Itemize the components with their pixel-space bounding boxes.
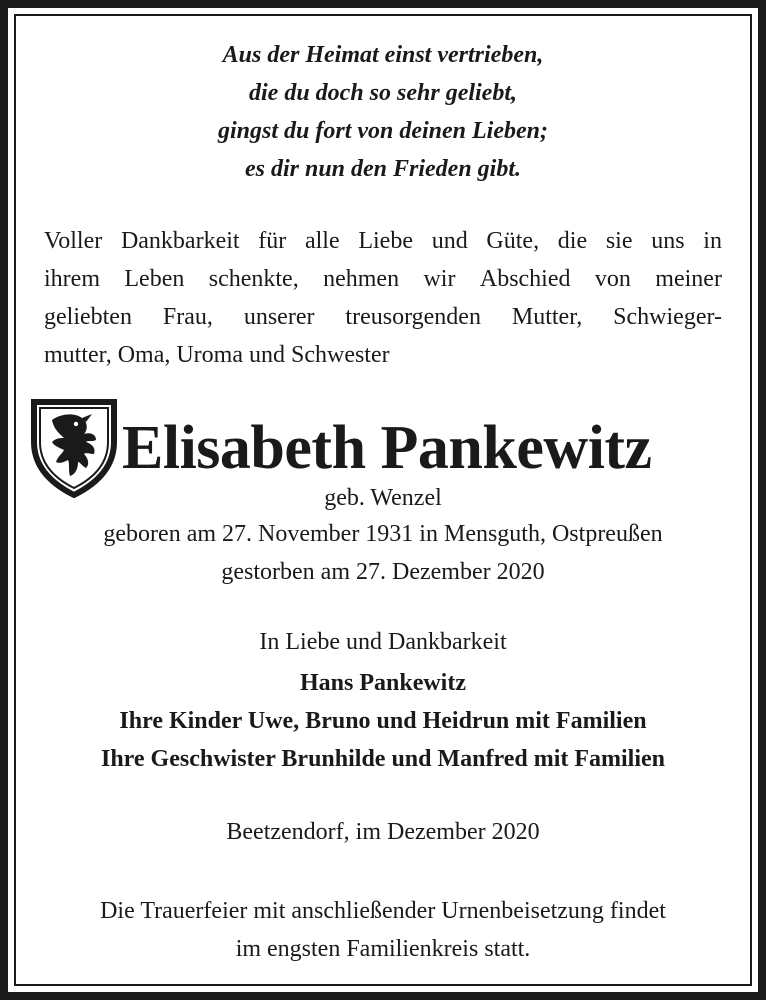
word: von xyxy=(594,266,631,292)
word: sie xyxy=(605,228,633,254)
word: Mutter, xyxy=(511,304,583,330)
word: Güte, xyxy=(486,228,540,254)
word: wir xyxy=(423,266,456,292)
birth-date-place: geboren am 27. November 1931 in Mensguth, Ostpreußen xyxy=(103,521,663,547)
word: uns xyxy=(651,228,685,254)
closing-phrase: In Liebe und Dankbarkeit xyxy=(259,629,507,655)
mourner-line: Ihre Geschwister Brunhilde und Manfred mit Familien xyxy=(100,746,666,772)
poem-line: Aus der Heimat einst vertrieben, xyxy=(222,42,544,68)
word: für xyxy=(258,228,287,254)
mourner-line: Hans Pankewitz xyxy=(299,670,466,696)
funeral-note-line: Die Trauerfeier mit anschließender Urnenbeisetzung findet xyxy=(100,898,666,924)
word: nehmen xyxy=(323,266,400,292)
word: alle xyxy=(304,228,340,254)
place-and-date: Beetzendorf, im Dezember 2020 xyxy=(226,819,540,845)
word: und xyxy=(431,228,468,254)
farewell-line xyxy=(44,260,722,298)
word: geliebten xyxy=(44,304,132,330)
word: Dankbarkeit xyxy=(120,228,240,254)
farewell-text xyxy=(44,222,722,374)
word: Voller xyxy=(44,228,103,254)
word: treusorgenden xyxy=(345,304,481,330)
word: in xyxy=(703,228,722,254)
word: Liebe xyxy=(358,228,413,254)
deceased-name: Elisabeth Pankewitz xyxy=(122,414,652,482)
funeral-note xyxy=(0,892,766,968)
poem-line: es dir nun den Frieden gibt. xyxy=(244,156,522,182)
farewell-line: mutter, Oma, Uroma und Schwester xyxy=(44,342,390,368)
mourners-list xyxy=(0,664,766,778)
word: Schwieger- xyxy=(613,304,722,330)
word: Frau, xyxy=(162,304,213,330)
word: ihrem xyxy=(44,266,100,292)
farewell-line xyxy=(44,222,722,260)
birth-name: geb. Wenzel xyxy=(324,485,442,511)
poem-line: die du doch so sehr geliebt, xyxy=(249,80,517,106)
memorial-poem xyxy=(0,36,766,188)
poem-line: gingst du fort von deinen Lieben; xyxy=(217,118,548,144)
death-date: gestorben am 27. Dezember 2020 xyxy=(221,559,545,585)
word: schenkte, xyxy=(208,266,299,292)
word: die xyxy=(557,228,588,254)
word: unserer xyxy=(243,304,315,330)
farewell-line xyxy=(44,298,722,336)
word: Abschied xyxy=(479,266,571,292)
word: Leben xyxy=(124,266,185,292)
funeral-note-line: im engsten Familienkreis statt. xyxy=(235,936,531,962)
mourner-line: Ihre Kinder Uwe, Bruno und Heidrun mit Familien xyxy=(119,708,647,734)
word: meiner xyxy=(655,266,722,292)
